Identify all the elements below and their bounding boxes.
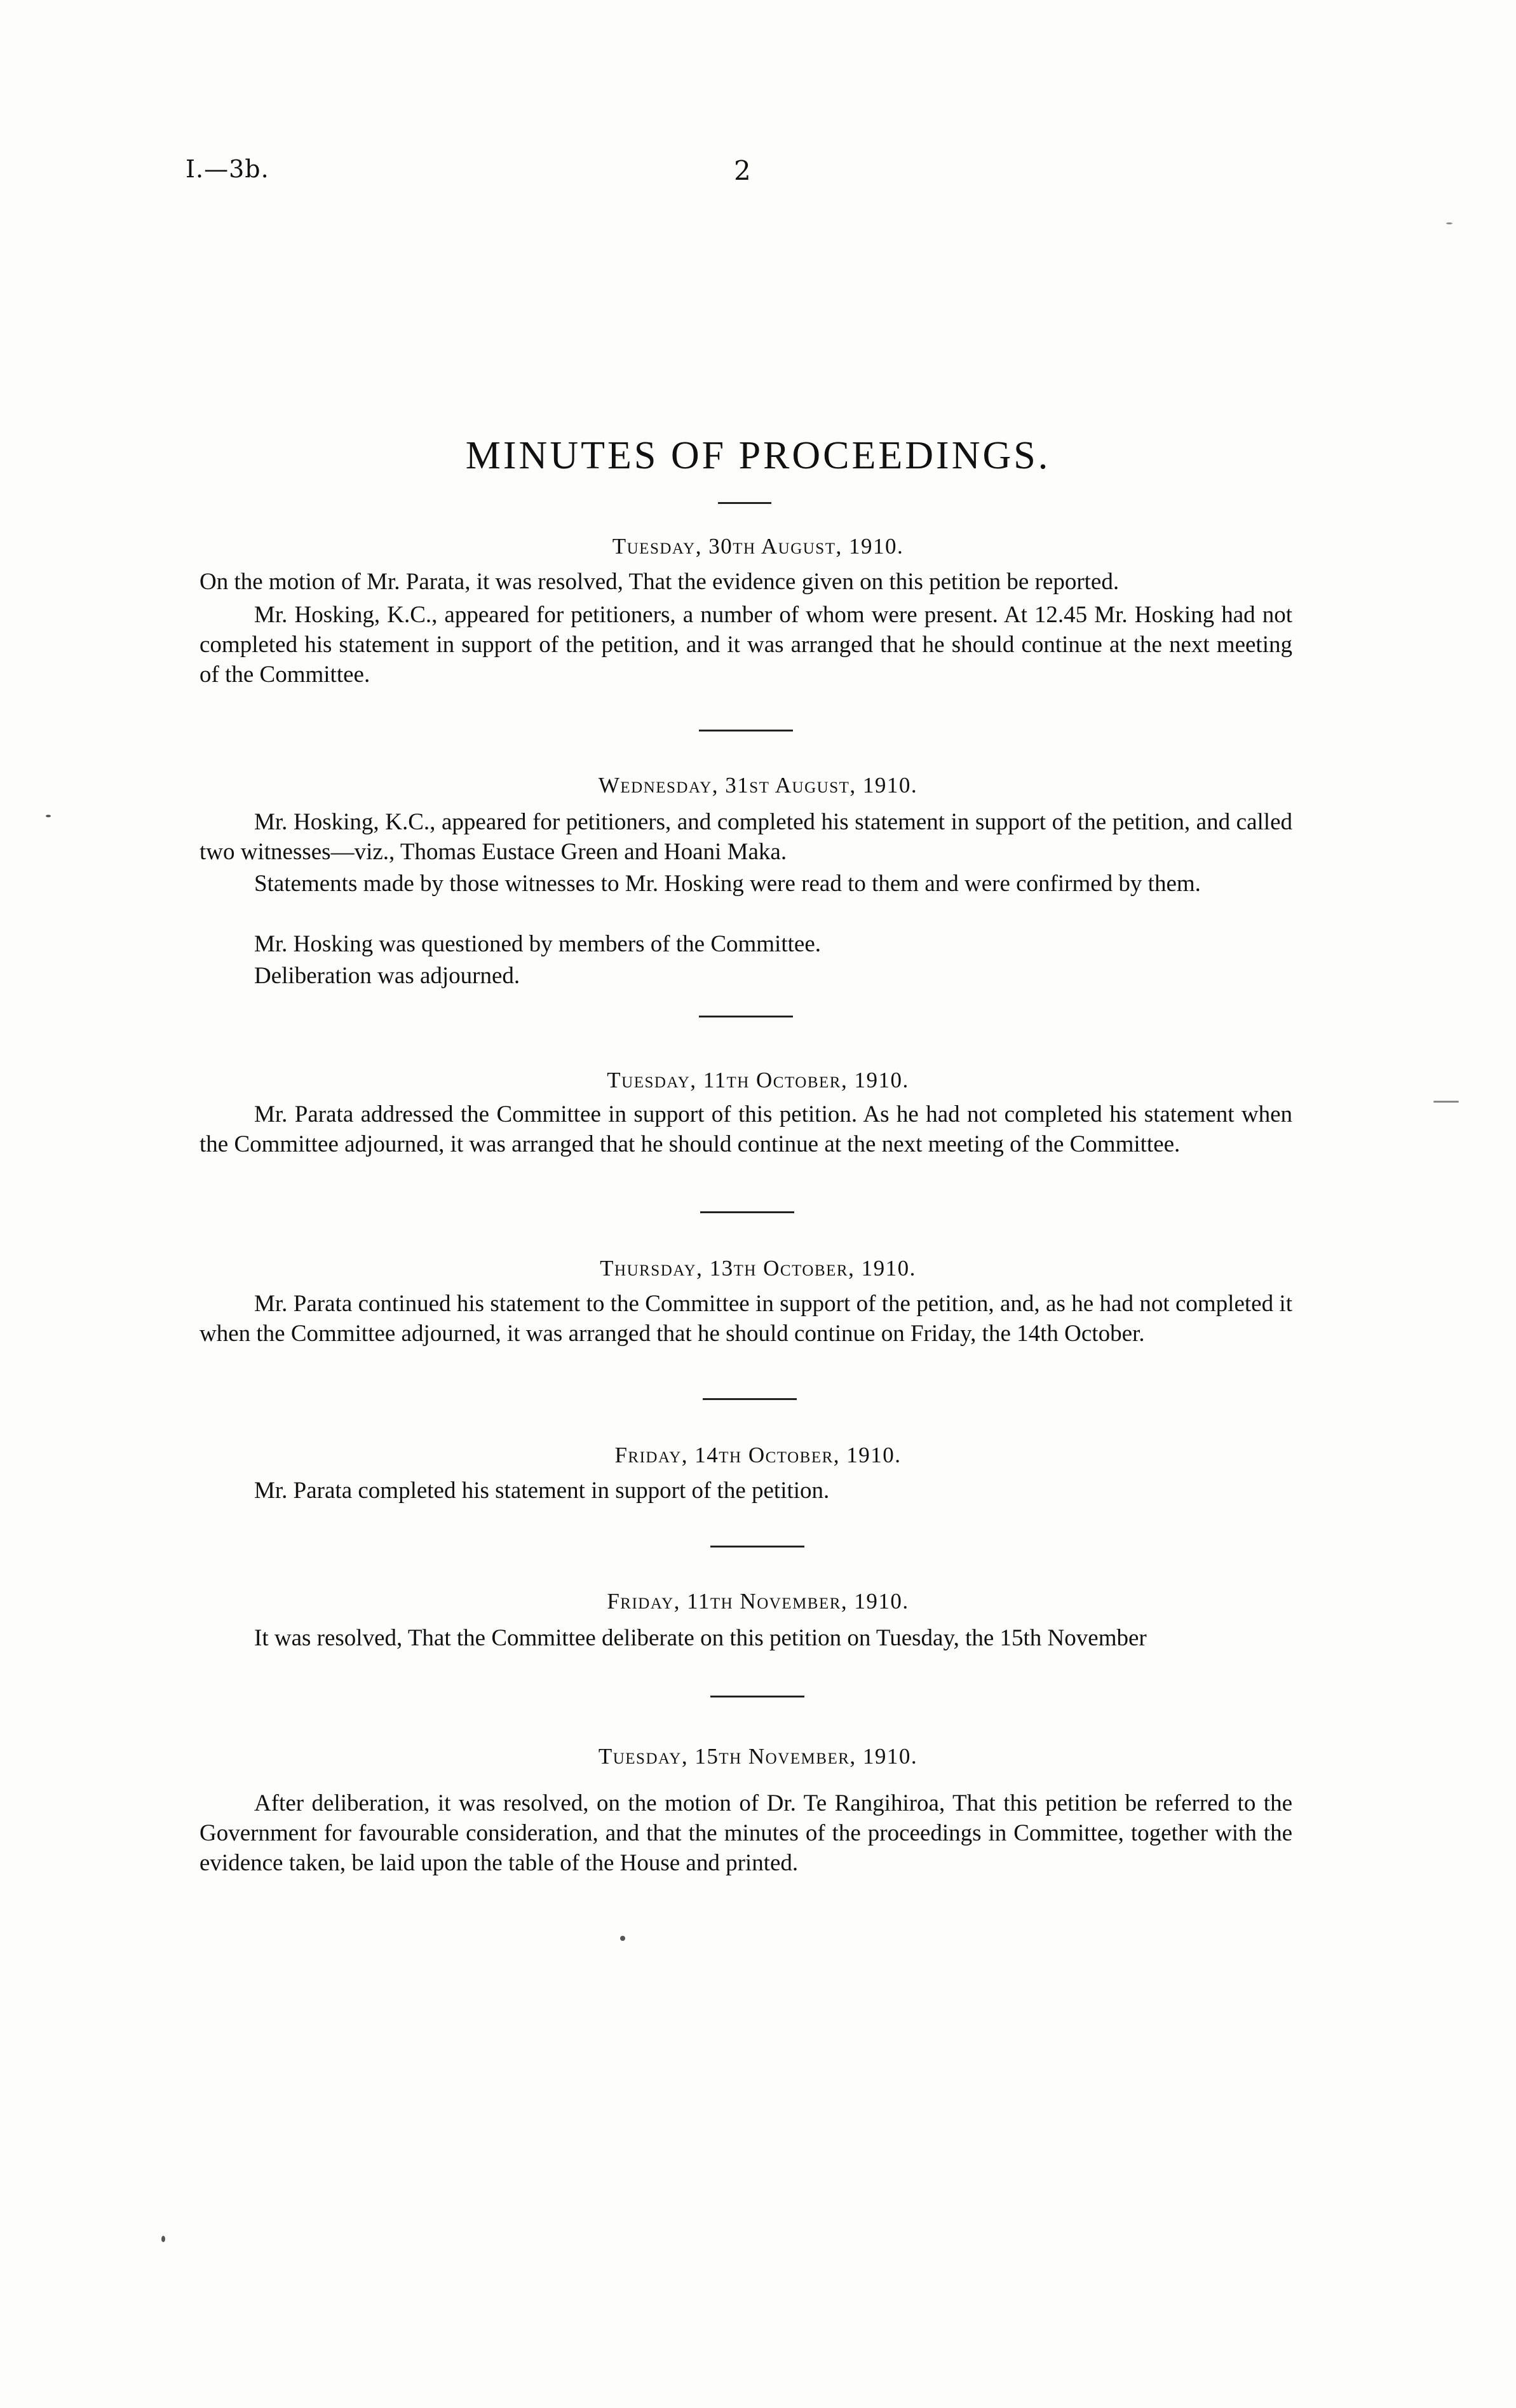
entry-paragraph: It was resolved, That the Committee deliberate on this petition on Tuesday, the 15th November — [254, 1625, 1147, 1651]
section-divider — [700, 1211, 794, 1213]
scan-speck — [161, 2236, 165, 2242]
page-title: MINUTES OF PROCEEDINGS. — [465, 434, 1051, 477]
section-divider — [710, 1696, 804, 1697]
document-reference: I.—3b. — [186, 155, 269, 183]
section-divider — [699, 730, 793, 731]
entry-paragraph: After deliberation, it was resolved, on the motion of Dr. Te Rangihiroa, That this petition be referred to the Government for favourable consideration, and that the minutes of the proceedings in Committee, together with the evidence taken, be laid upon the table of the House and printed. — [200, 1790, 1292, 1876]
entry-paragraph: Mr. Hosking, K.C., appeared for petitioners, and completed his statement in support of the petition, and called two witnesses—viz., Thomas Eustace Green and Hoani Maka. — [200, 809, 1292, 865]
entry-date: Thursday, 13th October, 1910. — [600, 1256, 916, 1281]
entry-date: Friday, 14th October, 1910. — [614, 1443, 902, 1467]
section-divider — [699, 1016, 793, 1017]
entry-paragraph: Mr. Parata addressed the Committee in support of this petition. As he had not completed his statement when the Committee adjourned, it was arranged that he should continue at the next meeting of the Committee. — [200, 1101, 1292, 1157]
entry-paragraph: Statements made by those witnesses to Mr. Hosking were read to them and were confirmed by them. — [254, 871, 1201, 897]
scan-speck — [1446, 222, 1452, 224]
entry-paragraph: Mr. Hosking, K.C., appeared for petitioners, a number of whom were present. At 12.45 Mr. Hosking had not completed his statement in support of the petition, and it was arranged that he should continue at the next meeting of the Committee. — [200, 602, 1292, 688]
scan-speck — [620, 1936, 625, 1941]
entry-date: Tuesday, 15th November, 1910. — [598, 1744, 918, 1769]
entry-paragraph: Mr. Parata completed his statement in support of the petition. — [254, 1478, 830, 1504]
scan-speck — [46, 815, 51, 817]
entry-paragraph: Mr. Hosking was questioned by members of the Committee. — [254, 931, 821, 957]
title-rule — [718, 502, 771, 504]
entry-date: Tuesday, 11th October, 1910. — [607, 1068, 909, 1092]
entry-paragraph: On the motion of Mr. Parata, it was resolved, That the evidence given on this petition be reported. — [200, 569, 1120, 595]
page-number: 2 — [734, 155, 751, 186]
scan-speck — [1433, 1101, 1459, 1103]
entry-paragraph: Deliberation was adjourned. — [254, 963, 520, 989]
section-divider — [710, 1546, 804, 1548]
entry-date: Wednesday, 31st August, 1910. — [598, 773, 918, 798]
section-divider — [703, 1398, 797, 1400]
entry-date: Friday, 11th November, 1910. — [607, 1589, 909, 1614]
entry-paragraph: Mr. Parata continued his statement to the Committee in support of the petition, and, as he had not completed it when the Committee adjourned, it was arranged that he should continue on Friday, the 14th October. — [200, 1291, 1292, 1347]
entry-date: Tuesday, 30th August, 1910. — [612, 534, 904, 559]
